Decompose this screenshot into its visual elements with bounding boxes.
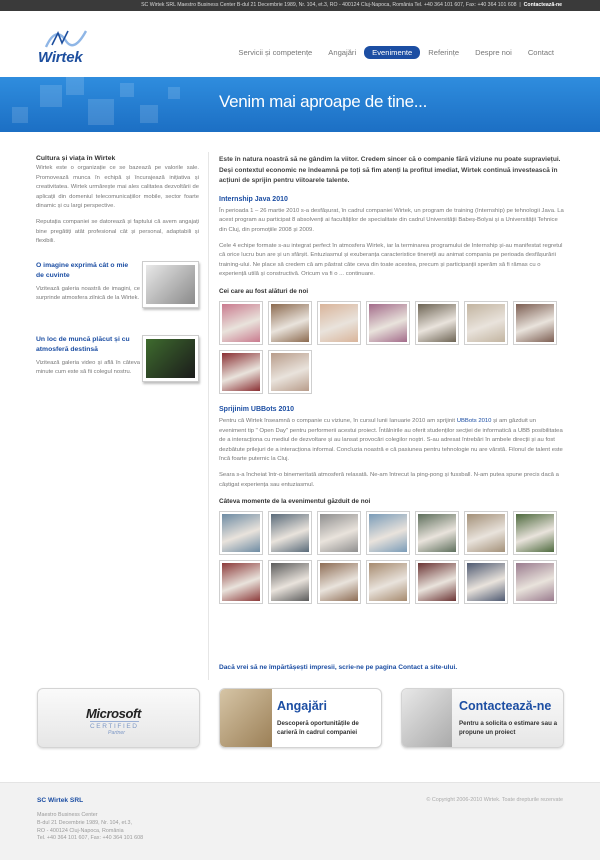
logo[interactable] [38, 27, 98, 67]
gallery-photo[interactable] [366, 301, 410, 345]
feature-boxes [0, 688, 600, 754]
footer-copyright: © Copyright 2006-2010 Wirtek. Toate drepturile rezervate [426, 797, 563, 803]
gallery-photo[interactable] [415, 511, 459, 555]
gallery-photo[interactable] [317, 511, 361, 555]
gallery-photo[interactable] [513, 511, 557, 555]
gallery-photo[interactable] [513, 560, 557, 604]
microsoft-partner-box [37, 688, 200, 748]
promo-video-text: Vizitează galeria video și află în câteva minute cum este să fii colegul nostru. [36, 359, 140, 376]
banner [0, 77, 600, 132]
gallery-photo[interactable] [268, 301, 312, 345]
gallery-photo[interactable] [464, 560, 508, 604]
gallery-photo[interactable] [219, 560, 263, 604]
promo-video-title[interactable]: Un loc de muncă plăcut și cu atmosferă destinsă [36, 335, 130, 353]
photo-image [467, 563, 505, 601]
nav-item[interactable]: Despre noi [475, 48, 512, 57]
banner-decor [88, 99, 114, 125]
banner-decor [12, 107, 28, 123]
gallery-photo[interactable] [464, 301, 508, 345]
jobs-text: Descoperă oportunitățile de carieră în cadrul companiei [277, 720, 359, 736]
photo-image [418, 563, 456, 601]
internship-title: Internship Java 2010 [219, 195, 288, 203]
gallery-photo[interactable] [317, 560, 361, 604]
photo-image [320, 514, 358, 552]
promo-video[interactable] [36, 335, 199, 395]
gallery-photo[interactable] [513, 301, 557, 345]
banner-decor [40, 85, 62, 107]
ubbots-link[interactable]: UBBots 2010 [456, 417, 492, 424]
photo-image [516, 514, 554, 552]
photo-image [222, 563, 260, 601]
photo-image [222, 514, 260, 552]
nav-item[interactable]: Evenimente [364, 46, 420, 59]
gallery-photo[interactable] [415, 301, 459, 345]
jobs-box[interactable] [219, 688, 382, 748]
gallery-photo[interactable] [219, 511, 263, 555]
gallery-photo[interactable] [219, 350, 263, 394]
promo-gallery[interactable] [36, 261, 199, 321]
photo-image [516, 304, 554, 342]
internship-text-1: În perioada 1 – 26 martie 2010 s-a desfășurat, în cadrul companiei Wirtek, un program de training (Internship) pe tehnologii Java. La acest program au participat 8 absolvenți ai facultăților de specialitate din cadrul Universității Babeș-Bolyai și a Universității Tehnice din Cluj, din promoțiile 2008 și 2009. [219, 207, 564, 233]
photo-image [271, 304, 309, 342]
jobs-title[interactable]: Angajări [277, 699, 328, 713]
nav-item[interactable]: Contact [527, 48, 554, 57]
culture-text-1: Wirtek este o organizație ce se bazează pe valorile sale. Promovează munca în echipă și încurajează inițiativa și creativitatea. Wirtek urmărește mai ales calitatea dezvoltării de aplicații din domeniul telecomunicațiilor mobile, sector foarte dinamic și cu largi perspective. [36, 165, 199, 210]
video-thumbnail[interactable] [142, 335, 199, 382]
nav-item[interactable]: Referințe [428, 48, 460, 57]
contact-box[interactable] [401, 688, 564, 748]
contact-text: Pentru a solicita o estimare sau a propune un proiect [459, 720, 558, 736]
culture-title: Cultura și viața în Wirtek [36, 155, 116, 162]
photo-image [369, 563, 407, 601]
promo-gallery-text: Vizitează galeria noastră de imagini, ce surprinde atmosfera zilnică de la Wirtek. [36, 285, 140, 302]
banner-decor [168, 87, 180, 99]
ubbots-text-2: Seara s-a încheiat într-o binemeritată atmosferă relaxată. Ne-am întrecut la ping-pong și fussball. N-am putea spune precis dacă a câștigat experiența sau entuziasmul. [219, 471, 559, 488]
gallery-photo[interactable] [366, 511, 410, 555]
main-content [219, 155, 564, 604]
microsoft-certified: CERTIFIED [90, 723, 139, 730]
photo-image [271, 353, 309, 391]
photo-image [369, 304, 407, 342]
header [0, 11, 600, 77]
event-gallery [219, 511, 564, 604]
nav-item[interactable]: Servicii și competențe [238, 48, 313, 57]
gallery1-title: Cei care au fost alături de noi [219, 287, 309, 295]
gallery-photo[interactable] [268, 560, 312, 604]
photo-image [418, 514, 456, 552]
sidebar [36, 155, 199, 395]
logo-text: Wirtek [38, 49, 83, 66]
nav-item[interactable]: Angajări [328, 48, 357, 57]
photo-image [271, 563, 309, 601]
gallery-thumbnail[interactable] [142, 261, 199, 308]
photo-image [369, 514, 407, 552]
contact-image [402, 689, 452, 748]
microsoft-partner: Partner [108, 730, 126, 736]
photo-image [467, 514, 505, 552]
intro-text: Este în natura noastră să ne gândim la viitor. Credem sincer că o companie fără viziune nu poate supraviețui. Deși contextul economic ne îndeamnă pe toți să fim atenți la profitul imediat, Wirtek continuă investească în acțiuni de sprijin pentru viitoarele talente. [219, 156, 561, 185]
column-divider [208, 152, 209, 680]
gallery-photo[interactable] [317, 301, 361, 345]
footer-company: SC Wirtek SRL [37, 797, 84, 804]
photo-image [222, 353, 260, 391]
photo-image [467, 304, 505, 342]
gallery-photo[interactable] [366, 560, 410, 604]
top-contact-link[interactable]: Contactează-ne [523, 2, 562, 8]
banner-decor [120, 83, 134, 97]
culture-text-2: Reputația companiei se datorează și faptului că avem angajați bine pregătiți atât profesional cât și personal, adaptabili și flexibili. [36, 218, 199, 245]
gallery-photo[interactable] [268, 350, 312, 394]
jobs-image [220, 689, 272, 748]
photo-image [516, 563, 554, 601]
footer-address: Maestro Business Center B-dul 21 Decembrie 1989, Nr. 104, et.3, RO - 400124 Cluj-Napoca, România Tel. +40 364 101 607, Fax: +40 364 101 608 [37, 812, 144, 842]
ubbots-text-1: Pentru că Wirtek înseamnă o companie cu viziune, în cursul lunii Ianuarie 2010 am sprijinit UBBots 2010 și am găzduit un eveniment tip " Open Day" pentru performerii acestui proiect. Întâlnirile au oferit studenților secției de informatică a UBB posibilitatea de a interacționa cu mediul de dezvoltare și au lansat provocări colegilor noștri. S-au adresat întrebări în ambele direcții și au fost dezbătute prilejuri de a interacționa informal. Concluzia noastră e că pasiunea pentru tehnologie nu are vârstă. Filonul de talent este încă foarte puternic la Cluj. [219, 417, 563, 463]
banner-decor [66, 77, 84, 95]
photo-image [222, 304, 260, 342]
microsoft-wordmark: Microsoft [86, 706, 141, 721]
ubbots-title: Sprijinim UBBots 2010 [219, 405, 295, 413]
photo-image [271, 514, 309, 552]
main-nav [230, 46, 562, 59]
top-contact-bar: SC Wirtek SRL Maestro Business Center B-dul 21 Decembrie 1989, Nr. 104, et.3, RO - 400124 Cluj-Napoca, România Tel. +40 364 101 607, Fax: +40 364 101 608 | Contactează-ne [0, 0, 600, 11]
closing-contact-link[interactable]: Dacă vrei să ne împărtășești impresii, scrie-ne pe pagina Contact a site-ului. [219, 664, 458, 671]
gallery-photo[interactable] [415, 560, 459, 604]
gallery-photo[interactable] [219, 301, 263, 345]
internship-text-2: Cele 4 echipe formate s-au integrat perfect în atmosfera Wirtek, iar la terminarea programului de Internship și-au manifestat regretul că orice lucru bun are și un sfârșit. Entuziasmul și exuberanța caracteristice tinereții au animat compania pe perioada desfășurării training-ului. Ne place să credem că am păstrat câte ceva din toate acestea, precum și participanții sperăm să fi rămas cu o experiență utilă și constructivă. Oricum va fi o ... continuare. [219, 242, 563, 278]
footer [0, 782, 600, 860]
contact-title[interactable]: Contactează-ne [459, 699, 552, 713]
promo-gallery-title[interactable]: O imagine exprimă cât o mie de cuvinte [36, 261, 129, 279]
top-contact-text: SC Wirtek SRL Maestro Business Center B-dul 21 Decembrie 1989, Nr. 104, et.3, RO - 400124 Cluj-Napoca, România Tel. +40 364 101 607, Fax: +40 364 101 608 [141, 2, 517, 8]
internship-gallery [219, 301, 564, 394]
banner-decor [140, 105, 158, 123]
photo-image [320, 304, 358, 342]
banner-title: Venim mai aproape de tine... [219, 92, 428, 111]
gallery-photo[interactable] [268, 511, 312, 555]
gallery2-title: Câteva momente de la evenimentul găzduit de noi [219, 498, 371, 506]
photo-image [320, 563, 358, 601]
gallery-photo[interactable] [464, 511, 508, 555]
photo-image [418, 304, 456, 342]
